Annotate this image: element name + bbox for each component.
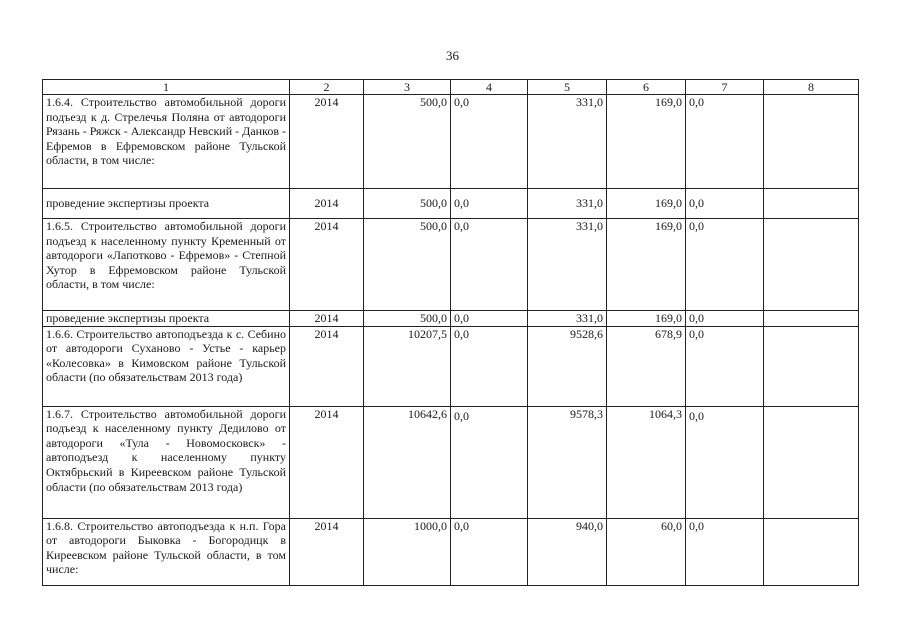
cell-col4: 0,0 <box>451 189 528 219</box>
row-description: проведение экспертизы проекта <box>43 189 290 219</box>
column-header-3: 3 <box>364 80 451 95</box>
cell-col8 <box>764 219 859 311</box>
cell-col6: 169,0 <box>607 219 686 311</box>
cell-col7: 0,0 <box>686 95 764 189</box>
table-row <box>43 219 859 311</box>
cell-col7: 0,0 <box>686 219 764 311</box>
cell-col7: 0,0 <box>686 311 764 327</box>
cell-year: 2014 <box>290 326 364 406</box>
cell-col7: 0,0 <box>686 518 764 585</box>
cell-col4: 0,0 <box>451 219 528 311</box>
row-description: проведение экспертизы проекта <box>43 311 290 327</box>
cell-col5: 331,0 <box>528 219 607 311</box>
column-header-4: 4 <box>451 80 528 95</box>
cell-col8 <box>764 311 859 327</box>
cell-col8 <box>764 189 859 219</box>
cell-total: 500,0 <box>364 95 451 189</box>
cell-total: 500,0 <box>364 189 451 219</box>
page-number: 36 <box>446 48 459 63</box>
cell-col8 <box>764 406 859 518</box>
cell-col5: 331,0 <box>528 311 607 327</box>
cell-col8 <box>764 518 859 585</box>
cell-total: 500,0 <box>364 219 451 311</box>
cell-total: 10207,5 <box>364 326 451 406</box>
cell-col4: 0,0 <box>451 95 528 189</box>
cell-total: 1000,0 <box>364 518 451 585</box>
cell-col6: 1064,3 <box>607 406 686 518</box>
cell-col5: 331,0 <box>528 189 607 219</box>
cell-total: 500,0 <box>364 311 451 327</box>
row-description: 1.6.7. Строительство автомобильной дороги подъезд к населенному пункту Дедилово от автодороги «Тула - Новомосковск» - автоподъезд к населенному пункту Октябрьский в Киреевском районе Тульской области (по обязательствам 2013 года) <box>43 406 290 518</box>
cell-col6: 678,9 <box>607 326 686 406</box>
column-header-2: 2 <box>290 80 364 95</box>
cell-col8 <box>764 326 859 406</box>
cell-year: 2014 <box>290 518 364 585</box>
cell-col6: 169,0 <box>607 95 686 189</box>
cell-col4: 0,0 <box>451 311 528 327</box>
cell-col5: 9528,6 <box>528 326 607 406</box>
cell-col7: 0,0 <box>686 189 764 219</box>
budget-table <box>42 79 859 586</box>
table-row <box>43 311 859 327</box>
cell-year: 2014 <box>290 406 364 518</box>
cell-col6: 60,0 <box>607 518 686 585</box>
cell-col5: 331,0 <box>528 95 607 189</box>
cell-col4: 0,0 <box>451 406 528 518</box>
table-row <box>43 326 859 406</box>
cell-col4: 0,0 <box>451 518 528 585</box>
cell-col7: 0,0 <box>686 406 764 518</box>
cell-year: 2014 <box>290 95 364 189</box>
row-description: 1.6.6. Строительство автоподъезда к с. Себино от автодороги Суханово - Устье - карьер «Колесовка» в Кимовском районе Тульской области (по обязательствам 2013 года) <box>43 326 290 406</box>
cell-year: 2014 <box>290 311 364 327</box>
table-row <box>43 95 859 189</box>
cell-col5: 9578,3 <box>528 406 607 518</box>
row-description: 1.6.5. Строительство автомобильной дороги подъезд к населенному пункту Кременный от автодороги «Лапотково - Ефремов» - Степной Хутор в Ефремовском районе Тульской области, в том числе: <box>43 219 290 311</box>
column-header-5: 5 <box>528 80 607 95</box>
cell-col7: 0,0 <box>686 326 764 406</box>
table-row <box>43 406 859 518</box>
row-description: 1.6.4. Строительство автомобильной дороги подъезд к д. Стрелечья Поляна от автодороги Рязань - Ряжск - Александр Невский - Данков - Ефремов в Ефремовском районе Тульской области, в том числе: <box>43 95 290 189</box>
cell-year: 2014 <box>290 189 364 219</box>
column-header-7: 7 <box>686 80 764 95</box>
cell-col4: 0,0 <box>451 326 528 406</box>
cell-col8 <box>764 95 859 189</box>
cell-total: 10642,6 <box>364 406 451 518</box>
column-number-header-row <box>43 80 859 95</box>
cell-col5: 940,0 <box>528 518 607 585</box>
cell-col6: 169,0 <box>607 311 686 327</box>
column-header-8: 8 <box>764 80 859 95</box>
column-header-1: 1 <box>43 80 290 95</box>
table-row <box>43 518 859 585</box>
cell-col6: 169,0 <box>607 189 686 219</box>
table-row <box>43 189 859 219</box>
cell-year: 2014 <box>290 219 364 311</box>
column-header-6: 6 <box>607 80 686 95</box>
row-description: 1.6.8. Строительство автоподъезда к н.п. Гора от автодороги Быковка - Богородицк в Киреевском районе Тульской области, в том числе: <box>43 518 290 585</box>
